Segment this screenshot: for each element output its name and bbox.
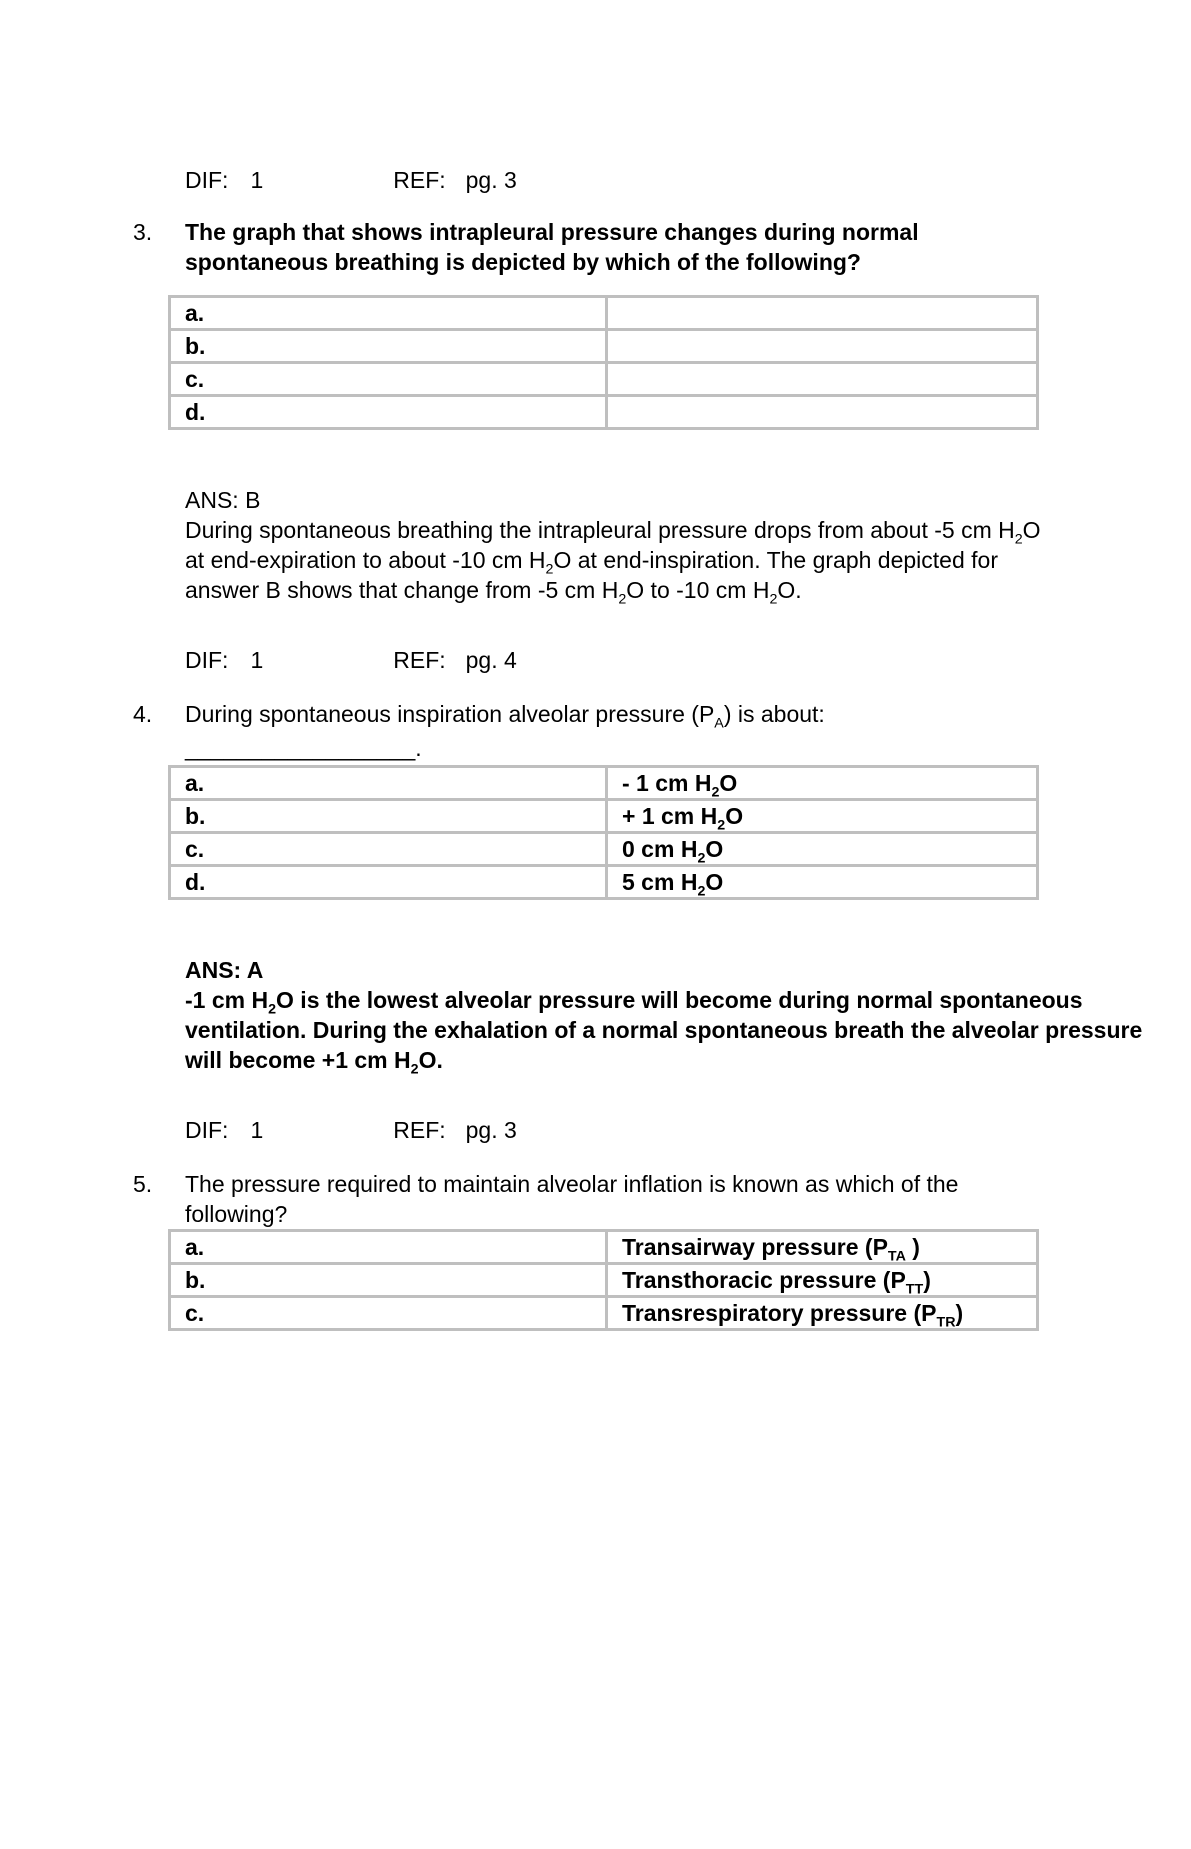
- option-row: [170, 800, 1038, 833]
- option-value-cell: [607, 363, 1038, 396]
- option-value-cell: + 1 cm $H_2O$: [607, 800, 1038, 833]
- dif-label: DIF:: [185, 647, 229, 673]
- answer-blank-underline: __________________.: [185, 735, 422, 761]
- option-value-cell: [607, 330, 1038, 363]
- ref-label: REF:: [393, 167, 446, 193]
- option-letter-cell: b.: [170, 330, 607, 363]
- option-row: [170, 1264, 1038, 1297]
- dif-value: 1: [250, 167, 264, 193]
- option-letter-cell: d.: [170, 866, 607, 899]
- option-letter-cell: a.: [170, 1231, 607, 1264]
- option-letter-cell: c.: [170, 833, 607, 866]
- option-row: [170, 396, 1038, 429]
- dif-ref-line: [185, 645, 1191, 675]
- option-letter-cell: b.: [170, 1264, 607, 1297]
- answer-block-q4: [185, 955, 1191, 1078]
- options-table-q4: [168, 765, 1039, 900]
- dif-value: 1: [250, 647, 264, 673]
- question-4: [133, 699, 1191, 732]
- question-number: 3.: [133, 219, 153, 245]
- question-number: 4.: [133, 701, 153, 727]
- option-value-cell: [607, 297, 1038, 330]
- question-5: [133, 1169, 1191, 1229]
- question-number: 5.: [133, 1171, 153, 1197]
- option-value-cell: - 1 cm $H_2O$: [607, 767, 1038, 800]
- option-letter-cell: d.: [170, 396, 607, 429]
- question-3: [133, 217, 1191, 277]
- question-stem: The pressure required to maintain alveolar inflation is known as which of the following?: [185, 1171, 959, 1227]
- ref-label: REF:: [393, 647, 446, 673]
- answer-block-q3: [185, 485, 1191, 608]
- dif-label: DIF:: [185, 1117, 229, 1143]
- question-stem: The graph that shows intrapleural pressure changes during normal spontaneous breathing is depicted by which of the following?: [185, 219, 919, 275]
- option-row: [170, 330, 1038, 363]
- option-letter-cell: c.: [170, 1297, 607, 1330]
- option-value-cell: Transrespiratory pressure $(P_{TR})$: [607, 1297, 1038, 1330]
- ref-value: pg. 3: [465, 167, 517, 193]
- option-row: [170, 767, 1038, 800]
- options-table-q5: [168, 1229, 1039, 1331]
- ref-value: pg. 4: [465, 647, 517, 673]
- option-value-cell: Transthoracic pressure $(P_{TT})$: [607, 1264, 1038, 1297]
- ref-value: pg. 3: [465, 1117, 517, 1143]
- dif-value: 1: [250, 1117, 264, 1143]
- option-row: [170, 866, 1038, 899]
- option-row: [170, 1297, 1038, 1330]
- answer-line: ANS: A: [185, 957, 264, 983]
- dif-ref-line: [185, 1115, 1191, 1145]
- option-row: [170, 363, 1038, 396]
- option-row: [170, 1231, 1038, 1264]
- option-value-cell: 5 cm $H_2O$: [607, 866, 1038, 899]
- dif-label: DIF:: [185, 167, 229, 193]
- ref-label: REF:: [393, 1117, 446, 1143]
- answer-explanation: During spontaneous breathing the intrapleural pressure drops from about -5 cm $H_2O$ at end-expiration to about -10 cm $H_2O$ at end-inspiration. The graph depicted for answer B shows that change from -5 cm $H_2O$ to -10 cm $H_2O$.: [185, 517, 1041, 608]
- question-stem: During spontaneous inspiration alveolar pressure $(P_A)$ is about:: [185, 701, 825, 732]
- option-letter-cell: a.: [170, 297, 607, 330]
- option-value-cell: Transairway pressure ($P_{TA}$ ): [607, 1231, 1038, 1264]
- answer-explanation: -1 cm $H_2O$ is the lowest alveolar pressure will become during normal spontaneous ventilation. During the exhalation of a normal spontaneous breath the alveolar pressure will become +1 cm $H_2O$.: [185, 987, 1143, 1078]
- dif-ref-line: [185, 165, 1191, 195]
- option-row: [170, 297, 1038, 330]
- option-letter-cell: b.: [170, 800, 607, 833]
- option-letter-cell: a.: [170, 767, 607, 800]
- answer-line: ANS: B: [185, 487, 261, 513]
- option-value-cell: 0 cm $H_2O$: [607, 833, 1038, 866]
- options-table-q3: [168, 295, 1039, 430]
- option-row: [170, 833, 1038, 866]
- option-letter-cell: c.: [170, 363, 607, 396]
- option-value-cell: [607, 396, 1038, 429]
